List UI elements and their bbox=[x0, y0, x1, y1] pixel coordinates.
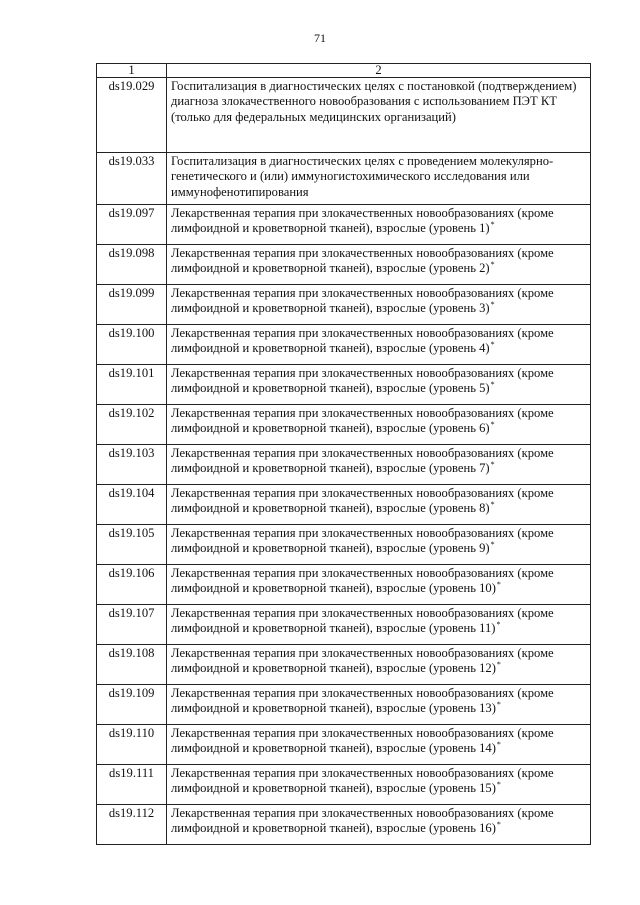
table-row bbox=[97, 725, 591, 765]
codes-table bbox=[96, 63, 591, 845]
row-description bbox=[167, 565, 591, 605]
footnote-marker: * bbox=[490, 260, 495, 270]
row-description bbox=[167, 725, 591, 765]
footnote-marker: * bbox=[496, 700, 501, 710]
row-description-text: Лекарственная терапия при злокачественных новообразованиях (кроме лимфоидной и кроветворной тканей), взрослые (уровень 1) bbox=[171, 206, 554, 236]
table-row bbox=[97, 153, 591, 205]
row-description-text: Лекарственная терапия при злокачественных новообразованиях (кроме лимфоидной и кроветворной тканей), взрослые (уровень 4) bbox=[171, 326, 554, 356]
row-description-text: Лекарственная терапия при злокачественных новообразованиях (кроме лимфоидной и кроветворной тканей), взрослые (уровень 15) bbox=[171, 766, 554, 796]
row-code: ds19.099 bbox=[97, 285, 167, 325]
row-description-text: Лекарственная терапия при злокачественных новообразованиях (кроме лимфоидной и кроветворной тканей), взрослые (уровень 9) bbox=[171, 526, 554, 556]
table-row bbox=[97, 805, 591, 845]
row-description bbox=[167, 405, 591, 445]
table-header-row bbox=[97, 64, 591, 78]
footnote-marker: * bbox=[496, 580, 501, 590]
row-code: ds19.103 bbox=[97, 445, 167, 485]
row-description bbox=[167, 153, 591, 205]
footnote-marker: * bbox=[496, 820, 501, 830]
row-description-text: Лекарственная терапия при злокачественных новообразованиях (кроме лимфоидной и кроветворной тканей), взрослые (уровень 16) bbox=[171, 806, 554, 836]
table-row bbox=[97, 485, 591, 525]
footnote-marker: * bbox=[490, 380, 495, 390]
row-description bbox=[167, 645, 591, 685]
page-number: 71 bbox=[314, 31, 326, 45]
footnote-marker: * bbox=[496, 620, 501, 630]
footnote-marker: * bbox=[496, 780, 501, 790]
row-code: ds19.100 bbox=[97, 325, 167, 365]
table-row bbox=[97, 245, 591, 285]
row-description-text: Лекарственная терапия при злокачественных новообразованиях (кроме лимфоидной и кроветворной тканей), взрослые (уровень 7) bbox=[171, 446, 554, 476]
row-code: ds19.111 bbox=[97, 765, 167, 805]
row-code: ds19.110 bbox=[97, 725, 167, 765]
footnote-marker: * bbox=[490, 540, 495, 550]
table-row bbox=[97, 405, 591, 445]
row-code: ds19.106 bbox=[97, 565, 167, 605]
row-description bbox=[167, 78, 591, 153]
row-description bbox=[167, 205, 591, 245]
row-description bbox=[167, 805, 591, 845]
row-code: ds19.097 bbox=[97, 205, 167, 245]
row-description-text: Лекарственная терапия при злокачественных новообразованиях (кроме лимфоидной и кроветворной тканей), взрослые (уровень 5) bbox=[171, 366, 554, 396]
footnote-marker: * bbox=[496, 740, 501, 750]
row-description-text: Лекарственная терапия при злокачественных новообразованиях (кроме лимфоидной и кроветворной тканей), взрослые (уровень 11) bbox=[171, 606, 554, 636]
row-description-text: Госпитализация в диагностических целях с постановкой (подтверждением) диагноза злокачественного новообразования с использованием ПЭТ КТ (только для федеральных медицинских организаций) bbox=[171, 79, 577, 124]
row-description bbox=[167, 245, 591, 285]
row-code: ds19.098 bbox=[97, 245, 167, 285]
table-row bbox=[97, 605, 591, 645]
row-code: ds19.104 bbox=[97, 485, 167, 525]
table-row bbox=[97, 325, 591, 365]
footnote-marker: * bbox=[490, 500, 495, 510]
row-description bbox=[167, 445, 591, 485]
row-description bbox=[167, 325, 591, 365]
table-row bbox=[97, 205, 591, 245]
column-header-description: 2 bbox=[167, 64, 591, 78]
table-row bbox=[97, 78, 591, 153]
row-description-text: Лекарственная терапия при злокачественных новообразованиях (кроме лимфоидной и кроветворной тканей), взрослые (уровень 14) bbox=[171, 726, 554, 756]
table-row bbox=[97, 365, 591, 405]
row-description bbox=[167, 285, 591, 325]
row-description bbox=[167, 685, 591, 725]
footnote-marker: * bbox=[490, 340, 495, 350]
row-description-text: Лекарственная терапия при злокачественных новообразованиях (кроме лимфоидной и кроветворной тканей), взрослые (уровень 13) bbox=[171, 686, 554, 716]
footnote-marker: * bbox=[490, 460, 495, 470]
row-description-text: Лекарственная терапия при злокачественных новообразованиях (кроме лимфоидной и кроветворной тканей), взрослые (уровень 2) bbox=[171, 246, 554, 276]
table-row bbox=[97, 565, 591, 605]
row-code: ds19.102 bbox=[97, 405, 167, 445]
table-row bbox=[97, 525, 591, 565]
row-description-text: Лекарственная терапия при злокачественных новообразованиях (кроме лимфоидной и кроветворной тканей), взрослые (уровень 6) bbox=[171, 406, 554, 436]
row-description-text: Лекарственная терапия при злокачественных новообразованиях (кроме лимфоидной и кроветворной тканей), взрослые (уровень 3) bbox=[171, 286, 554, 316]
row-code: ds19.108 bbox=[97, 645, 167, 685]
table-row bbox=[97, 765, 591, 805]
row-description-text: Лекарственная терапия при злокачественных новообразованиях (кроме лимфоидной и кроветворной тканей), взрослые (уровень 12) bbox=[171, 646, 554, 676]
column-header-code: 1 bbox=[97, 64, 167, 78]
row-code: ds19.109 bbox=[97, 685, 167, 725]
row-description bbox=[167, 765, 591, 805]
footnote-marker: * bbox=[496, 660, 501, 670]
table-row bbox=[97, 445, 591, 485]
row-code: ds19.105 bbox=[97, 525, 167, 565]
footnote-marker: * bbox=[490, 300, 495, 310]
table-row bbox=[97, 285, 591, 325]
row-description bbox=[167, 365, 591, 405]
row-code: ds19.101 bbox=[97, 365, 167, 405]
table-row bbox=[97, 645, 591, 685]
footnote-marker: * bbox=[490, 220, 495, 230]
row-description-text: Лекарственная терапия при злокачественных новообразованиях (кроме лимфоидной и кроветворной тканей), взрослые (уровень 8) bbox=[171, 486, 554, 516]
row-code: ds19.112 bbox=[97, 805, 167, 845]
row-code: ds19.107 bbox=[97, 605, 167, 645]
row-description bbox=[167, 485, 591, 525]
table-row bbox=[97, 685, 591, 725]
row-code: ds19.029 bbox=[97, 78, 167, 153]
row-description bbox=[167, 605, 591, 645]
footnote-marker: * bbox=[490, 420, 495, 430]
row-description-text: Госпитализация в диагностических целях с проведением молекулярно-генетического и (или) иммуногистохимического исследования или иммунофенотипирования bbox=[171, 154, 554, 199]
row-description-text: Лекарственная терапия при злокачественных новообразованиях (кроме лимфоидной и кроветворной тканей), взрослые (уровень 10) bbox=[171, 566, 554, 596]
row-code: ds19.033 bbox=[97, 153, 167, 205]
row-description bbox=[167, 525, 591, 565]
